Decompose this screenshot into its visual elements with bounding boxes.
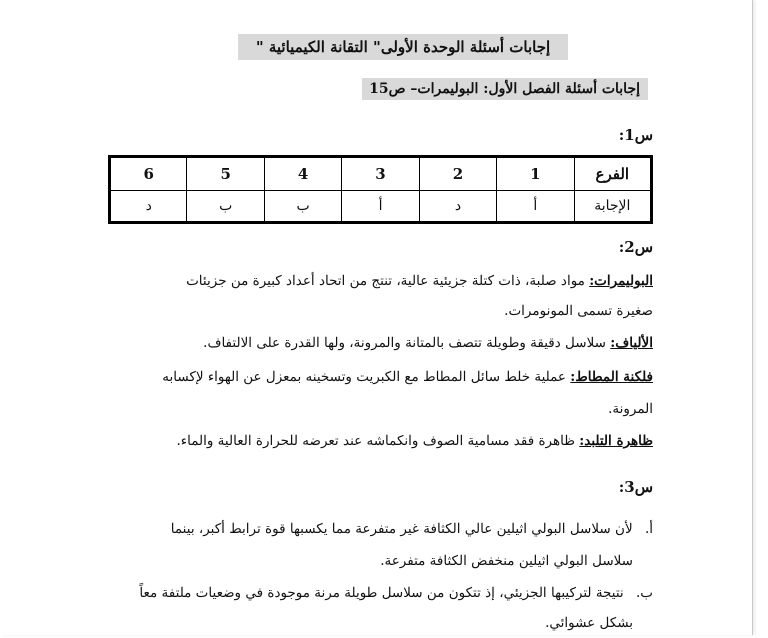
polymers-def-line-1: مواد صلبة، ذات كتلة جزيئية عالية، تنتج من اتحاد أعداد كبيرة من جزيئات	[186, 273, 585, 289]
felting-term: ظاهرة التلبد:	[579, 433, 653, 449]
document-title: إجابات أسئلة الوحدة الأولى" التقانة الكيميائية "	[238, 34, 568, 60]
q3-item-a-cont	[108, 546, 633, 576]
table-answer: ب	[264, 191, 341, 223]
table-answer: ب	[187, 191, 264, 223]
table-branch: 4	[264, 157, 341, 191]
vulcanization-def-line-1: عملية خلط سائل المطاط مع الكبريت وتسخينه بمعزل عن الهواء لإكسابه	[162, 369, 566, 385]
table-header-row	[110, 157, 652, 191]
answers-table	[108, 155, 653, 224]
table-answer: د	[419, 191, 496, 223]
table-header-label: الفرع	[574, 157, 651, 191]
felting-def: ظاهرة فقد مسامية الصوف وانكماشه عند تعرضه للحرارة العالية والماء.	[176, 433, 575, 449]
fibers-def: سلاسل دقيقة وطويلة تتصف بالمتانة والمرونة، ولها القدرة على الالتفاف.	[203, 335, 606, 351]
q3-item-b-letter: ب.	[635, 585, 653, 601]
q3-item-a-line-2: سلاسل البولي اثيلين منخفض الكثافة متفرعة.	[380, 553, 633, 569]
document-subtitle: إجابات أسئلة الفصل الأول: البوليمرات– ص15	[362, 78, 648, 100]
polymers-def-line-2: صغيرة تسمى المونومرات.	[504, 303, 653, 319]
q3-item-b-line-2: بشكل عشوائي.	[545, 615, 633, 631]
felting-definition	[108, 426, 653, 456]
table-branch: 2	[419, 157, 496, 191]
table-answer: أ	[497, 191, 574, 223]
vulcanization-def-line-2: المرونة.	[608, 401, 653, 417]
table-branch: 5	[187, 157, 264, 191]
table-branch: 1	[497, 157, 574, 191]
table-branch: 6	[110, 157, 187, 191]
q3-item-b-cont	[108, 608, 633, 638]
polymers-definition-cont	[108, 296, 653, 326]
question-1-label: س1:	[618, 126, 653, 144]
question-3-label: س3:	[618, 478, 653, 496]
table-answer-label: الإجابة	[574, 191, 651, 223]
vulcanization-definition	[108, 362, 653, 392]
fibers-definition	[108, 328, 653, 358]
vulcanization-term: فلكنة المطاط:	[570, 369, 653, 385]
fibers-term: الألياف:	[610, 335, 653, 351]
table-answer-row	[110, 191, 652, 223]
q3-item-b	[108, 578, 653, 608]
q3-item-a-line-1: لأن سلاسل البولي اثيلين عالي الكثافة غير متفرعة مما يكسبها قوة ترابط أكبر، بينما	[170, 521, 633, 537]
polymers-definition	[108, 266, 653, 296]
polymers-term: البوليمرات:	[589, 273, 653, 289]
table-branch: 3	[342, 157, 419, 191]
q3-item-a	[108, 514, 653, 544]
q3-item-b-line-1: نتيجة لتركيبها الجزيئي، إذ تتكون من سلاسل طويلة مرنة موجودة في وضعيات ملتفة معاً	[139, 585, 624, 601]
table-answer: أ	[342, 191, 419, 223]
q3-item-a-letter: أ.	[644, 521, 653, 537]
vulcanization-definition-cont	[108, 394, 653, 424]
question-2-label: س2:	[618, 238, 653, 256]
table-answer: د	[110, 191, 187, 223]
